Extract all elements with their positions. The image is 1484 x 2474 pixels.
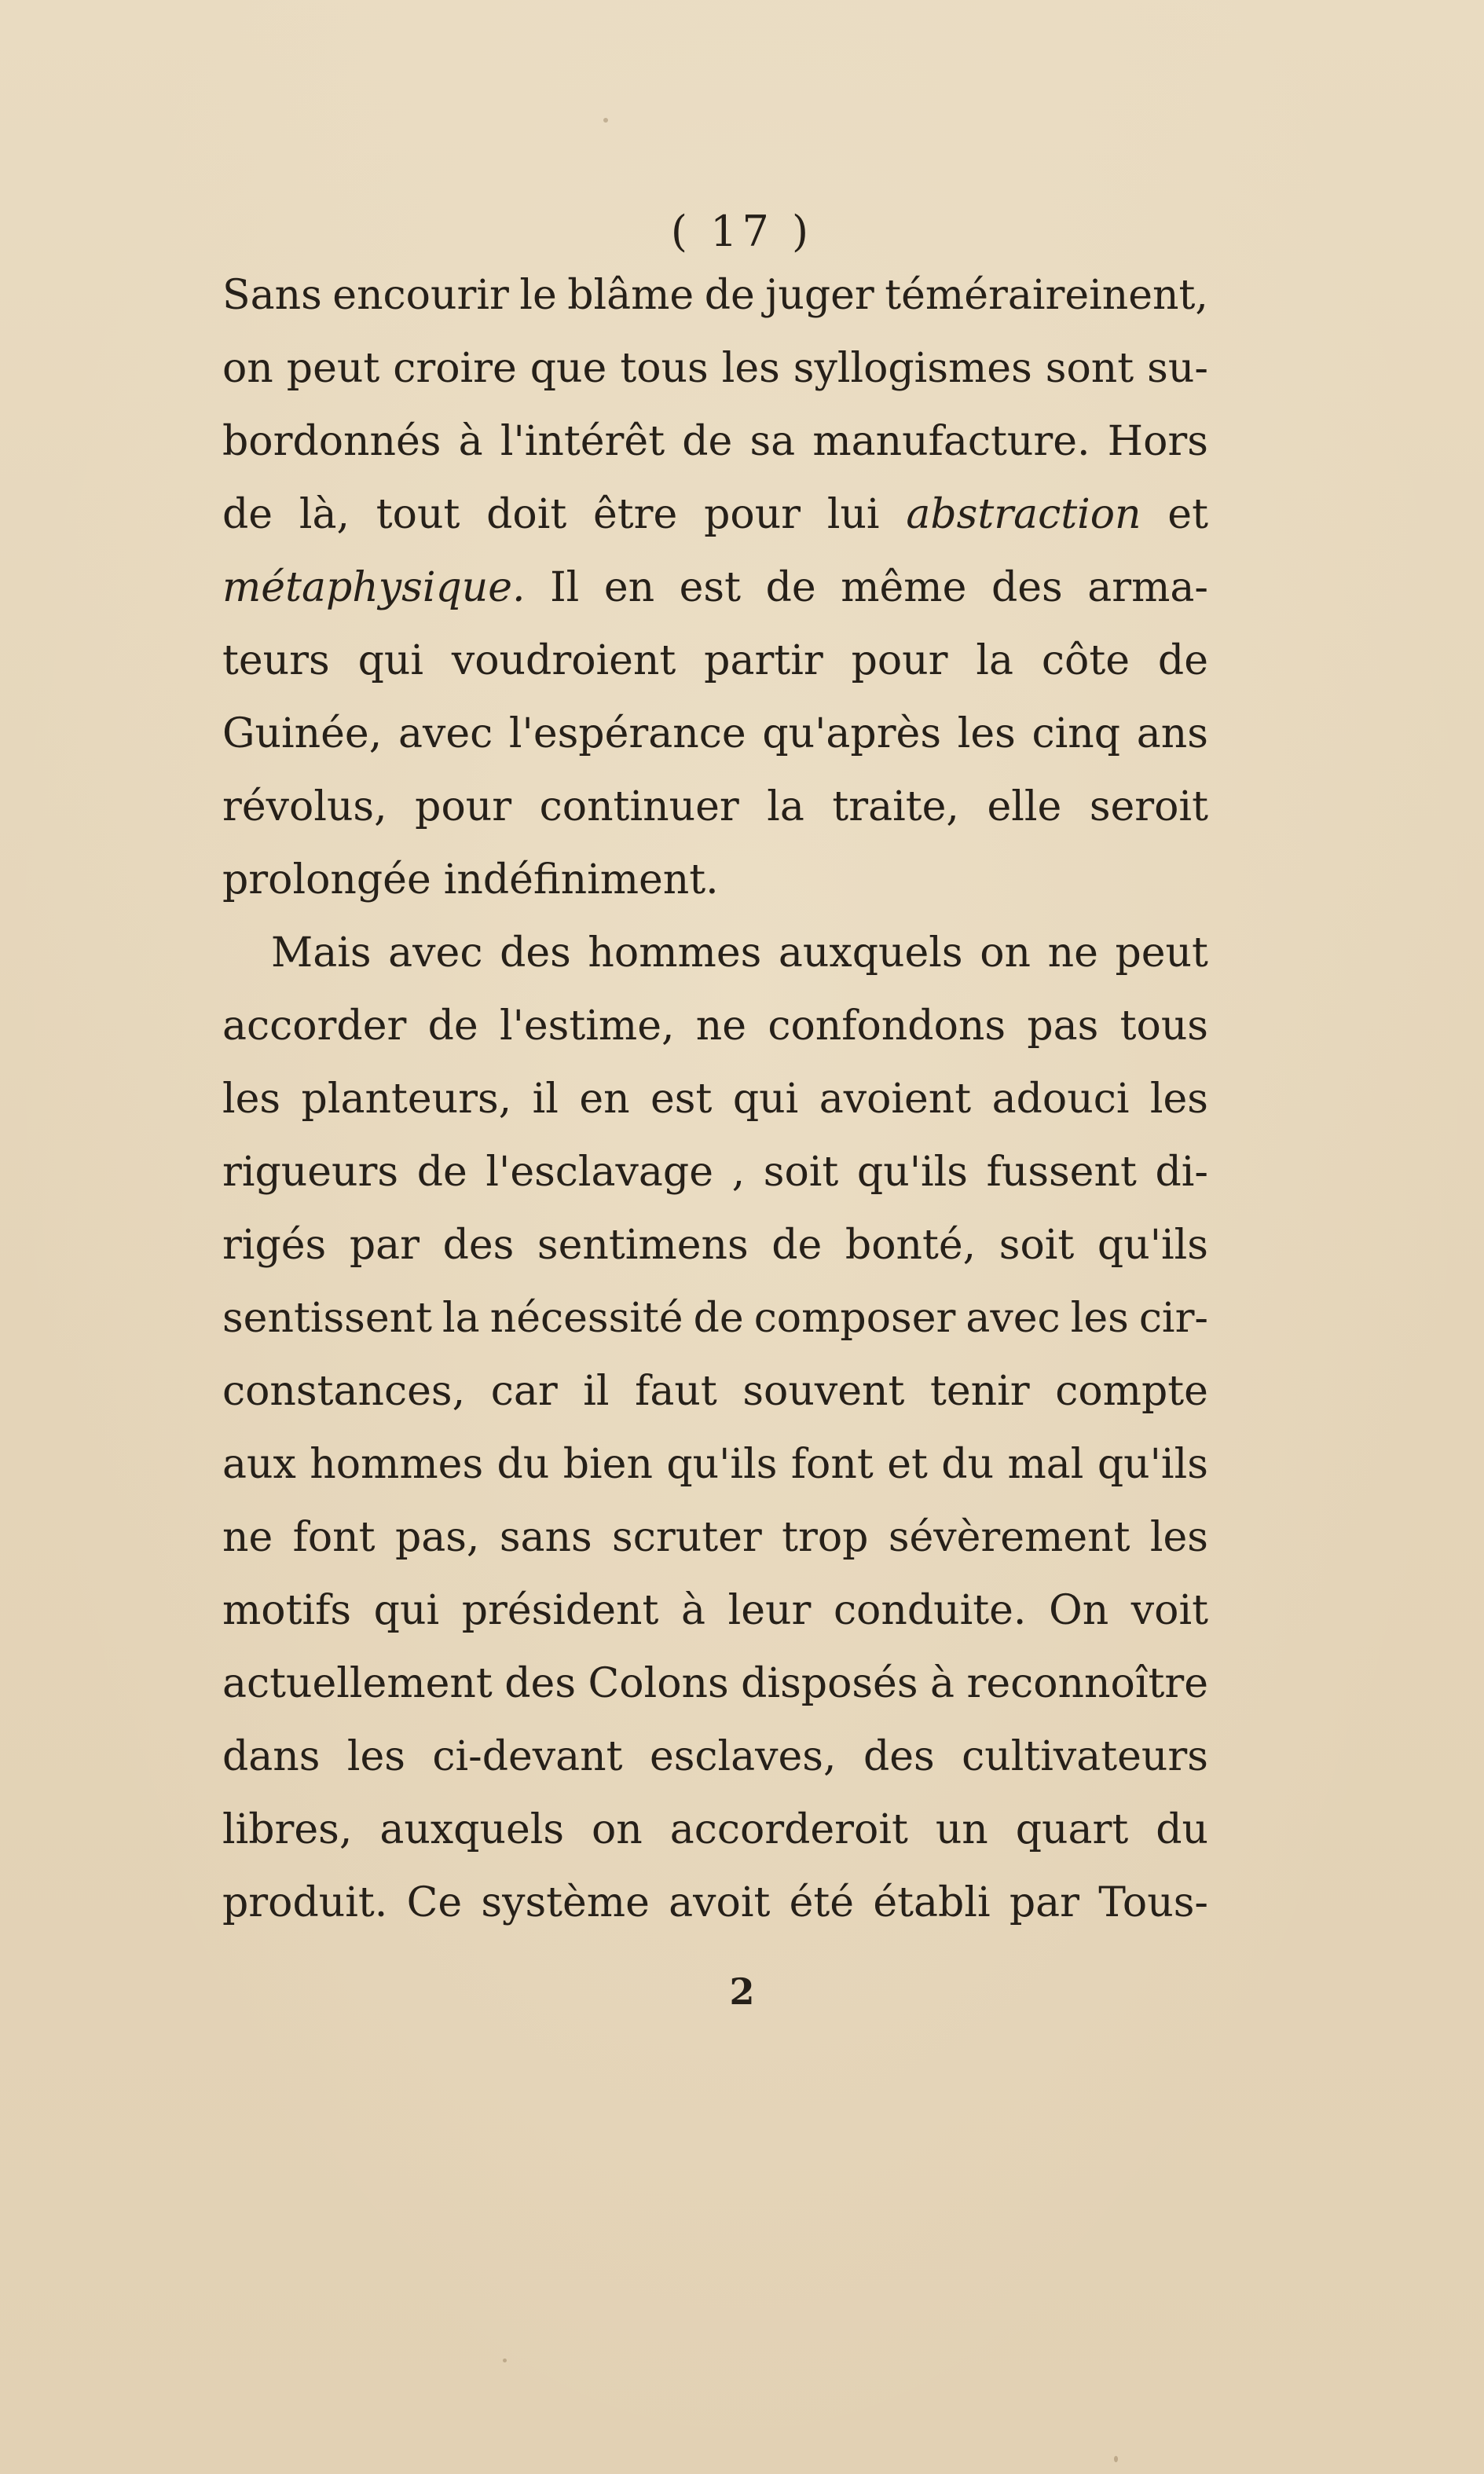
word: teurs bbox=[222, 637, 330, 684]
text-line bbox=[222, 771, 1208, 844]
text-line bbox=[222, 917, 1208, 990]
word: du bbox=[496, 1441, 550, 1488]
word: su- bbox=[1147, 345, 1208, 392]
word: confondons bbox=[768, 1002, 1006, 1050]
word: qu'ils bbox=[856, 1149, 968, 1196]
word: Hors bbox=[1107, 418, 1208, 465]
word: Sans bbox=[222, 272, 322, 319]
word: On bbox=[1049, 1587, 1109, 1634]
word: Guinée, bbox=[222, 710, 383, 757]
word: rigés bbox=[222, 1222, 327, 1269]
word: de bbox=[693, 1295, 744, 1342]
word: qui bbox=[357, 637, 423, 684]
word: que bbox=[529, 345, 607, 392]
word: sévèrement bbox=[888, 1514, 1130, 1561]
text-line bbox=[222, 1063, 1208, 1136]
word: quart bbox=[1015, 1806, 1129, 1853]
word: sentimens bbox=[537, 1222, 749, 1269]
word: nécessité bbox=[489, 1295, 683, 1342]
word: cultivateurs bbox=[962, 1733, 1208, 1780]
word: croire bbox=[393, 345, 517, 392]
word: pour bbox=[851, 637, 948, 684]
word: souvent bbox=[742, 1368, 905, 1415]
page-number-header: ( 17 ) bbox=[670, 207, 814, 256]
word: sont bbox=[1045, 345, 1134, 392]
word: ne bbox=[222, 1514, 273, 1561]
word: avec bbox=[388, 929, 483, 977]
word: peut bbox=[286, 345, 380, 392]
word: avec bbox=[398, 710, 493, 757]
word: libres, bbox=[222, 1806, 353, 1853]
word: Tous- bbox=[1098, 1879, 1208, 1926]
word: hommes bbox=[310, 1441, 484, 1488]
word: ne bbox=[695, 1002, 747, 1050]
word: qu'après bbox=[762, 710, 942, 757]
word: sa bbox=[749, 418, 796, 465]
word: cir- bbox=[1138, 1295, 1208, 1342]
word: esclaves, bbox=[649, 1733, 837, 1780]
word: qu'ils bbox=[666, 1441, 778, 1488]
word: traite, bbox=[832, 783, 959, 830]
signature-mark: 2 bbox=[729, 1970, 755, 2013]
word: motifs bbox=[222, 1587, 352, 1634]
word: est bbox=[679, 564, 742, 611]
word: un bbox=[935, 1806, 988, 1853]
word: les bbox=[1149, 1514, 1208, 1561]
word: aux bbox=[222, 1441, 296, 1488]
word: de bbox=[682, 418, 733, 465]
word: reconnoître bbox=[966, 1660, 1208, 1707]
word: auxquels bbox=[778, 929, 963, 977]
word: à bbox=[929, 1660, 955, 1707]
word: bonté, bbox=[845, 1222, 977, 1269]
text-line bbox=[222, 259, 1208, 332]
word: côte bbox=[1041, 637, 1130, 684]
word: l'espérance bbox=[508, 710, 746, 757]
word: juger bbox=[765, 272, 874, 319]
word: scruter bbox=[612, 1514, 762, 1561]
word: les bbox=[346, 1733, 405, 1780]
word: pour bbox=[415, 783, 512, 830]
word: Il bbox=[550, 564, 580, 611]
word: pour bbox=[704, 491, 801, 538]
word: abstraction bbox=[906, 491, 1141, 538]
ink-speck bbox=[503, 2359, 507, 2362]
word: fussent bbox=[986, 1149, 1137, 1196]
word: peut bbox=[1115, 929, 1208, 977]
word: pas, bbox=[394, 1514, 480, 1561]
word: par bbox=[1009, 1879, 1080, 1926]
word: qui bbox=[373, 1587, 440, 1634]
word: indéfiniment. bbox=[443, 856, 719, 903]
word: système bbox=[481, 1879, 650, 1926]
word: disposés bbox=[741, 1660, 918, 1707]
text-line bbox=[222, 1209, 1208, 1282]
word: Colons bbox=[588, 1660, 729, 1707]
word: conduite. bbox=[833, 1587, 1027, 1634]
word: voit bbox=[1130, 1587, 1208, 1634]
text-line bbox=[222, 844, 1208, 917]
word: même bbox=[841, 564, 967, 611]
word: téméraireinent, bbox=[885, 272, 1208, 319]
word: di- bbox=[1155, 1149, 1208, 1196]
word: été bbox=[789, 1879, 855, 1926]
word: leur bbox=[727, 1587, 812, 1634]
word: du bbox=[1156, 1806, 1208, 1853]
word: en bbox=[603, 564, 655, 611]
word: Mais bbox=[271, 929, 372, 977]
word: de bbox=[704, 272, 755, 319]
word: manufacture. bbox=[812, 418, 1090, 465]
text-line bbox=[222, 1574, 1208, 1648]
word: doit bbox=[486, 491, 567, 538]
word: l'esclavage bbox=[486, 1149, 713, 1196]
word: bordonnés bbox=[222, 418, 442, 465]
word: voudroient bbox=[451, 637, 676, 684]
word: les bbox=[1070, 1295, 1129, 1342]
word: en bbox=[579, 1076, 630, 1123]
word: les bbox=[1149, 1076, 1208, 1123]
word: sans bbox=[499, 1514, 592, 1561]
word: produit. bbox=[222, 1879, 388, 1926]
word: Ce bbox=[406, 1879, 463, 1926]
text-line bbox=[222, 478, 1208, 552]
text-line bbox=[222, 332, 1208, 405]
word: ne bbox=[1047, 929, 1098, 977]
word: font bbox=[292, 1514, 376, 1561]
word: soit bbox=[763, 1149, 839, 1196]
word: planteurs, bbox=[301, 1076, 512, 1123]
word: ans bbox=[1136, 710, 1208, 757]
ink-speck bbox=[1114, 2456, 1118, 2462]
word: métaphysique. bbox=[222, 564, 526, 611]
word: il bbox=[583, 1368, 610, 1415]
word: arma- bbox=[1087, 564, 1208, 611]
word: les bbox=[222, 1076, 281, 1123]
word: accorder bbox=[222, 1002, 407, 1050]
word: sentissent bbox=[222, 1295, 433, 1342]
word: établi bbox=[873, 1879, 991, 1926]
word: bien bbox=[562, 1441, 653, 1488]
word: faut bbox=[635, 1368, 717, 1415]
word: font bbox=[790, 1441, 874, 1488]
word: de bbox=[765, 564, 816, 611]
word: hommes bbox=[588, 929, 762, 977]
word: tous bbox=[620, 345, 709, 392]
word: qu'ils bbox=[1097, 1222, 1208, 1269]
word: être bbox=[593, 491, 678, 538]
word: et bbox=[887, 1441, 928, 1488]
word: là, bbox=[299, 491, 350, 538]
text-line bbox=[222, 1136, 1208, 1209]
word: révolus, bbox=[222, 783, 387, 830]
word: trop bbox=[782, 1514, 869, 1561]
word: on bbox=[591, 1806, 643, 1853]
word: la bbox=[442, 1295, 480, 1342]
word: , bbox=[731, 1149, 746, 1196]
word: le bbox=[519, 272, 557, 319]
word: du bbox=[941, 1441, 995, 1488]
text-line bbox=[222, 698, 1208, 771]
word: avec bbox=[966, 1295, 1061, 1342]
word: elle bbox=[987, 783, 1062, 830]
word: accorderoit bbox=[669, 1806, 908, 1853]
word: de bbox=[416, 1149, 467, 1196]
word: et bbox=[1167, 491, 1208, 538]
word: adouci bbox=[991, 1076, 1130, 1123]
word: avoit bbox=[669, 1879, 771, 1926]
word: tenir bbox=[930, 1368, 1030, 1415]
word: pas bbox=[1027, 1002, 1099, 1050]
word: mal bbox=[1007, 1441, 1084, 1488]
word: il bbox=[532, 1076, 559, 1123]
word: encourir bbox=[332, 272, 509, 319]
word: avoient bbox=[819, 1076, 972, 1123]
body-text bbox=[222, 259, 1208, 1940]
word: auxquels bbox=[379, 1806, 565, 1853]
word: des bbox=[991, 564, 1063, 611]
word: composer bbox=[753, 1295, 956, 1342]
word: des bbox=[504, 1660, 577, 1707]
word: prolongée bbox=[222, 856, 431, 903]
ink-speck bbox=[603, 118, 608, 123]
word: la bbox=[976, 637, 1014, 684]
word: de bbox=[1157, 637, 1208, 684]
word: des bbox=[500, 929, 571, 977]
text-line bbox=[222, 1794, 1208, 1867]
word: on bbox=[222, 345, 273, 392]
text-line bbox=[222, 625, 1208, 698]
word: la bbox=[767, 783, 804, 830]
word: continuer bbox=[539, 783, 739, 830]
word: on bbox=[980, 929, 1031, 977]
word: partir bbox=[704, 637, 823, 684]
word: de bbox=[427, 1002, 478, 1050]
word: cinq bbox=[1031, 710, 1121, 757]
word: tout bbox=[376, 491, 460, 538]
word: ci-devant bbox=[432, 1733, 623, 1780]
text-line bbox=[222, 1721, 1208, 1794]
word: tous bbox=[1119, 1002, 1208, 1050]
word: président bbox=[461, 1587, 659, 1634]
text-line bbox=[222, 552, 1208, 625]
word: à bbox=[458, 418, 483, 465]
word: dans bbox=[222, 1733, 321, 1780]
word: rigueurs bbox=[222, 1149, 399, 1196]
word: blâme bbox=[567, 272, 694, 319]
word: l'estime, bbox=[499, 1002, 675, 1050]
word: les bbox=[957, 710, 1016, 757]
word: de bbox=[222, 491, 273, 538]
word: de bbox=[771, 1222, 823, 1269]
word: qu'ils bbox=[1097, 1441, 1208, 1488]
word: syllogismes bbox=[793, 345, 1032, 392]
word: compte bbox=[1055, 1368, 1208, 1415]
text-line bbox=[222, 1501, 1208, 1574]
word: lui bbox=[826, 491, 880, 538]
text-line bbox=[222, 1648, 1208, 1721]
word: à bbox=[680, 1587, 705, 1634]
word: des bbox=[863, 1733, 935, 1780]
word: des bbox=[442, 1222, 515, 1269]
word: qui bbox=[732, 1076, 799, 1123]
text-line bbox=[222, 405, 1208, 478]
text-line bbox=[222, 1282, 1208, 1355]
text-line bbox=[222, 1428, 1208, 1501]
word: soit bbox=[998, 1222, 1075, 1269]
word: car bbox=[490, 1368, 558, 1415]
word: actuellement bbox=[222, 1660, 493, 1707]
word: est bbox=[650, 1076, 713, 1123]
text-line bbox=[222, 990, 1208, 1063]
text-line bbox=[222, 1867, 1208, 1940]
word: les bbox=[721, 345, 780, 392]
word: seroit bbox=[1089, 783, 1208, 830]
word: constances, bbox=[222, 1368, 466, 1415]
word: par bbox=[349, 1222, 420, 1269]
text-line bbox=[222, 1355, 1208, 1428]
word: l'intérêt bbox=[500, 418, 665, 465]
